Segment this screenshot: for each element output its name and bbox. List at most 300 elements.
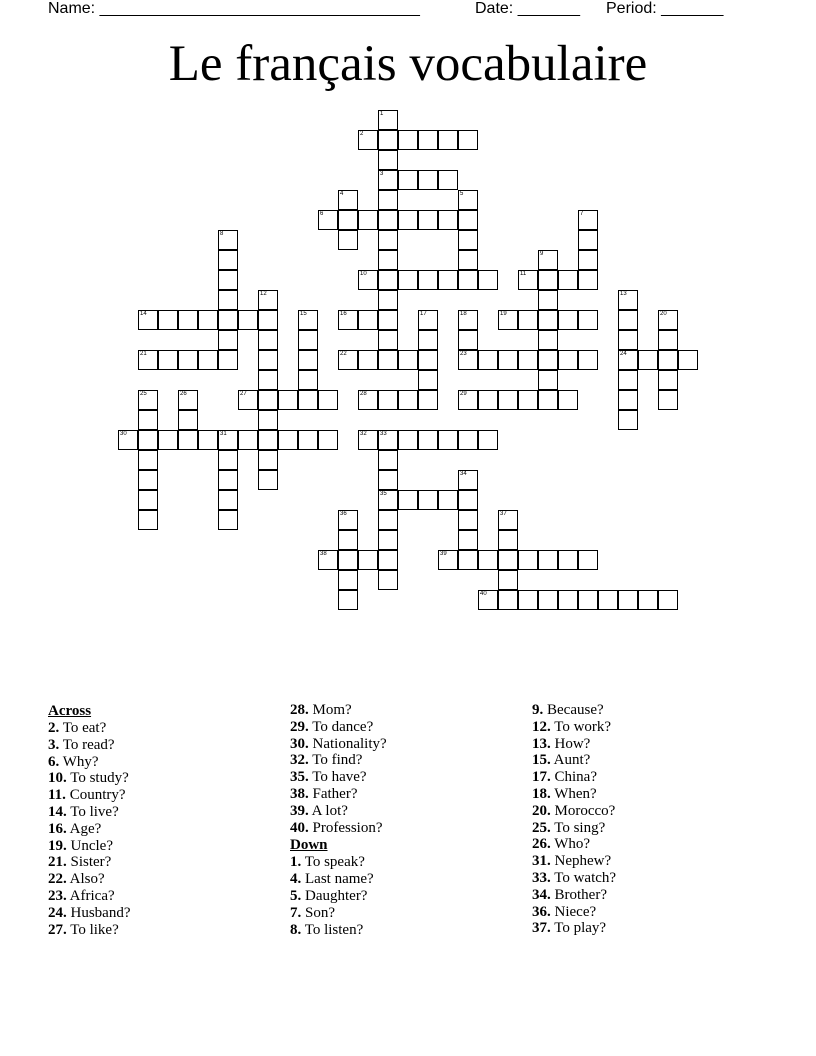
crossword-cell[interactable] xyxy=(438,270,458,290)
cell-number: 26 xyxy=(180,391,187,397)
clue-item xyxy=(290,922,530,939)
clue-number: 14. xyxy=(48,803,67,820)
crossword-cell[interactable] xyxy=(218,490,238,510)
clue-number: 30. xyxy=(290,735,309,752)
crossword-cell[interactable] xyxy=(418,350,438,370)
crossword-cell[interactable] xyxy=(238,430,258,450)
crossword-cell[interactable] xyxy=(538,250,558,270)
clue-number: 36. xyxy=(532,903,551,920)
clue-item xyxy=(48,838,288,855)
crossword-cell[interactable] xyxy=(238,390,258,410)
crossword-cell[interactable] xyxy=(178,390,198,410)
crossword-cell[interactable] xyxy=(398,170,418,190)
crossword-cell[interactable] xyxy=(478,430,498,450)
crossword-cell[interactable] xyxy=(558,270,578,290)
crossword-cell[interactable] xyxy=(258,410,278,430)
crossword-cell[interactable] xyxy=(498,570,518,590)
crossword-cell[interactable] xyxy=(258,390,278,410)
across-clue-list-continued xyxy=(290,702,530,836)
crossword-cell[interactable] xyxy=(378,450,398,470)
crossword-cell[interactable] xyxy=(398,210,418,230)
crossword-cell[interactable] xyxy=(458,490,478,510)
crossword-cell[interactable] xyxy=(458,310,478,330)
crossword-cell[interactable] xyxy=(418,210,438,230)
crossword-cell[interactable] xyxy=(538,310,558,330)
crossword-cell[interactable] xyxy=(138,450,158,470)
crossword-cell[interactable] xyxy=(438,170,458,190)
clue-item xyxy=(532,853,772,870)
crossword-cell[interactable] xyxy=(658,310,678,330)
crossword-cell[interactable] xyxy=(378,430,398,450)
crossword-cell[interactable] xyxy=(338,550,358,570)
crossword-cell[interactable] xyxy=(378,550,398,570)
crossword-cell[interactable] xyxy=(558,550,578,570)
clue-number: 12. xyxy=(532,718,551,735)
crossword-cell[interactable] xyxy=(338,350,358,370)
crossword-cell[interactable] xyxy=(378,190,398,210)
crossword-cell[interactable] xyxy=(458,330,478,350)
crossword-cell[interactable] xyxy=(198,350,218,370)
crossword-cell[interactable] xyxy=(378,290,398,310)
crossword-cell[interactable] xyxy=(618,350,638,370)
clue-item xyxy=(48,888,288,905)
crossword-cell[interactable] xyxy=(358,430,378,450)
crossword-cell[interactable] xyxy=(618,390,638,410)
crossword-cell[interactable] xyxy=(418,130,438,150)
clue-text: Because? xyxy=(543,702,604,718)
crossword-cell[interactable] xyxy=(298,330,318,350)
crossword-cell[interactable] xyxy=(578,210,598,230)
crossword-cell[interactable] xyxy=(218,250,238,270)
crossword-cell[interactable] xyxy=(198,310,218,330)
crossword-cell[interactable] xyxy=(398,130,418,150)
cell-number: 18 xyxy=(460,311,467,317)
clue-number: 19. xyxy=(48,837,67,854)
clue-number: 16. xyxy=(48,820,67,837)
clue-text: To find? xyxy=(308,752,363,769)
crossword-cell[interactable] xyxy=(218,310,238,330)
crossword-cell[interactable] xyxy=(218,270,238,290)
crossword-cell[interactable] xyxy=(458,130,478,150)
cell-number: 8 xyxy=(220,231,224,237)
crossword-cell[interactable] xyxy=(578,550,598,570)
clue-number: 8. xyxy=(290,921,302,938)
crossword-cell[interactable] xyxy=(398,270,418,290)
clue-text: To listen? xyxy=(301,921,364,938)
crossword-cell[interactable] xyxy=(398,350,418,370)
crossword-cell[interactable] xyxy=(418,310,438,330)
crossword-cell[interactable] xyxy=(258,350,278,370)
clue-text: To study? xyxy=(66,770,129,787)
crossword-cell[interactable] xyxy=(378,130,398,150)
clue-item xyxy=(290,803,530,820)
crossword-cell[interactable] xyxy=(218,230,238,250)
crossword-cell[interactable] xyxy=(318,550,338,570)
crossword-cell[interactable] xyxy=(258,290,278,310)
cell-number: 36 xyxy=(340,511,347,517)
crossword-cell[interactable] xyxy=(338,590,358,610)
crossword-cell[interactable] xyxy=(378,470,398,490)
crossword-cell[interactable] xyxy=(458,530,478,550)
crossword-cell[interactable] xyxy=(218,330,238,350)
clue-text: How? xyxy=(550,735,591,752)
crossword-cell[interactable] xyxy=(138,410,158,430)
clue-item xyxy=(48,787,288,804)
clue-item xyxy=(48,770,288,787)
clue-text: Father? xyxy=(308,785,358,802)
clue-number: 9. xyxy=(532,702,544,718)
crossword-cell[interactable] xyxy=(378,570,398,590)
crossword-cell[interactable] xyxy=(478,270,498,290)
clue-text: To eat? xyxy=(59,720,107,736)
clue-text: Morocco? xyxy=(550,802,616,819)
cell-number: 7 xyxy=(580,211,584,217)
crossword-cell[interactable] xyxy=(378,490,398,510)
crossword-cell[interactable] xyxy=(618,410,638,430)
crossword-cell[interactable] xyxy=(118,430,138,450)
crossword-cell[interactable] xyxy=(258,310,278,330)
crossword-cell[interactable] xyxy=(578,310,598,330)
cell-number: 10 xyxy=(360,271,367,277)
clue-item xyxy=(532,702,772,719)
clue-text: China? xyxy=(550,769,597,786)
crossword-cell[interactable] xyxy=(538,390,558,410)
crossword-cell[interactable] xyxy=(538,590,558,610)
crossword-cell[interactable] xyxy=(518,350,538,370)
clue-number: 31. xyxy=(532,853,551,870)
clue-number: 17. xyxy=(532,769,551,786)
clue-text: To play? xyxy=(550,920,607,937)
crossword-cell[interactable] xyxy=(138,510,158,530)
crossword-cell[interactable] xyxy=(418,270,438,290)
crossword-cell[interactable] xyxy=(498,310,518,330)
crossword-cell[interactable] xyxy=(658,590,678,610)
clue-number: 28. xyxy=(290,702,309,718)
crossword-cell[interactable] xyxy=(438,430,458,450)
crossword-cell[interactable] xyxy=(298,370,318,390)
crossword-cell[interactable] xyxy=(378,510,398,530)
crossword-cell[interactable] xyxy=(298,310,318,330)
crossword-cell[interactable] xyxy=(318,430,338,450)
crossword-cell[interactable] xyxy=(318,210,338,230)
cell-number: 11 xyxy=(520,271,527,277)
clue-item xyxy=(532,920,772,937)
cell-number: 12 xyxy=(260,291,267,297)
crossword-cell[interactable] xyxy=(358,350,378,370)
crossword-cell[interactable] xyxy=(278,430,298,450)
crossword-cell[interactable] xyxy=(258,330,278,350)
clue-number: 33. xyxy=(532,869,551,886)
crossword-cell[interactable] xyxy=(218,470,238,490)
crossword-cell[interactable] xyxy=(578,250,598,270)
crossword-cell[interactable] xyxy=(538,550,558,570)
crossword-cell[interactable] xyxy=(138,390,158,410)
crossword-cell[interactable] xyxy=(358,390,378,410)
crossword-cell[interactable] xyxy=(378,230,398,250)
crossword-cell[interactable] xyxy=(618,370,638,390)
crossword-cell[interactable] xyxy=(138,350,158,370)
crossword-cell[interactable] xyxy=(558,350,578,370)
crossword-cell[interactable] xyxy=(518,390,538,410)
crossword-cell[interactable] xyxy=(338,210,358,230)
crossword-cell[interactable] xyxy=(458,430,478,450)
clue-text: Mom? xyxy=(308,702,352,718)
crossword-cell[interactable] xyxy=(338,190,358,210)
cell-number: 20 xyxy=(660,311,667,317)
clue-item xyxy=(532,904,772,921)
crossword-cell[interactable] xyxy=(178,430,198,450)
clue-item xyxy=(290,769,530,786)
crossword-cell[interactable] xyxy=(578,350,598,370)
clue-number: 22. xyxy=(48,871,67,888)
crossword-cell[interactable] xyxy=(378,110,398,130)
clue-text: To speak? xyxy=(301,854,365,871)
crossword-cell[interactable] xyxy=(398,430,418,450)
crossword-cell[interactable] xyxy=(678,350,698,370)
crossword-cell[interactable] xyxy=(658,370,678,390)
cell-number: 34 xyxy=(460,471,467,477)
crossword-cell[interactable] xyxy=(538,330,558,350)
crossword-cell[interactable] xyxy=(538,290,558,310)
crossword-cell[interactable] xyxy=(258,430,278,450)
clue-text: To read? xyxy=(59,736,115,753)
clue-number: 34. xyxy=(532,886,551,903)
crossword-cell[interactable] xyxy=(358,310,378,330)
crossword-cell[interactable] xyxy=(578,230,598,250)
crossword-cell[interactable] xyxy=(458,210,478,230)
period-field[interactable]: Period: _______ xyxy=(606,0,724,17)
down-heading: Down xyxy=(290,837,328,854)
crossword-cell[interactable] xyxy=(338,310,358,330)
crossword-cell[interactable] xyxy=(218,510,238,530)
crossword-cell[interactable] xyxy=(258,450,278,470)
clue-text: Daughter? xyxy=(301,887,368,904)
clue-text: Aunt? xyxy=(550,752,591,769)
crossword-cell[interactable] xyxy=(498,550,518,570)
crossword-cell[interactable] xyxy=(178,350,198,370)
crossword-cell[interactable] xyxy=(158,430,178,450)
crossword-cell[interactable] xyxy=(458,270,478,290)
crossword-cell[interactable] xyxy=(378,250,398,270)
crossword-cell[interactable] xyxy=(138,310,158,330)
crossword-cell[interactable] xyxy=(338,530,358,550)
crossword-cell[interactable] xyxy=(218,350,238,370)
crossword-cell[interactable] xyxy=(478,350,498,370)
clue-number: 13. xyxy=(532,735,551,752)
clue-number: 3. xyxy=(48,736,60,753)
crossword-cell[interactable] xyxy=(458,250,478,270)
crossword-cell[interactable] xyxy=(518,550,538,570)
clue-text: Son? xyxy=(301,904,335,921)
clue-item xyxy=(290,786,530,803)
crossword-cell[interactable] xyxy=(138,470,158,490)
crossword-cell[interactable] xyxy=(498,510,518,530)
crossword-cell[interactable] xyxy=(558,310,578,330)
crossword-cell[interactable] xyxy=(258,470,278,490)
crossword-cell[interactable] xyxy=(358,270,378,290)
crossword-cell[interactable] xyxy=(618,290,638,310)
crossword-cell[interactable] xyxy=(658,350,678,370)
crossword-cell[interactable] xyxy=(318,390,338,410)
crossword-cell[interactable] xyxy=(638,350,658,370)
crossword-cell[interactable] xyxy=(578,270,598,290)
clues-column-3 xyxy=(532,702,772,937)
cell-number: 39 xyxy=(440,551,447,557)
crossword-cell[interactable] xyxy=(458,230,478,250)
crossword-cell[interactable] xyxy=(618,590,638,610)
crossword-cell[interactable] xyxy=(378,350,398,370)
clue-item xyxy=(532,769,772,786)
crossword-cell[interactable] xyxy=(398,390,418,410)
crossword-cell[interactable] xyxy=(658,390,678,410)
crossword-cell[interactable] xyxy=(418,490,438,510)
cell-number: 23 xyxy=(460,351,467,357)
clue-number: 26. xyxy=(532,836,551,853)
crossword-cell[interactable] xyxy=(498,530,518,550)
clue-number: 25. xyxy=(532,819,551,836)
crossword-cell[interactable] xyxy=(598,590,618,610)
crossword-cell[interactable] xyxy=(218,290,238,310)
clue-number: 2. xyxy=(48,720,60,736)
crossword-cell[interactable] xyxy=(558,590,578,610)
crossword-cell[interactable] xyxy=(458,550,478,570)
crossword-cell[interactable] xyxy=(378,330,398,350)
clue-item xyxy=(48,871,288,888)
crossword-cell[interactable] xyxy=(438,210,458,230)
crossword-cell[interactable] xyxy=(658,330,678,350)
crossword-cell[interactable] xyxy=(438,550,458,570)
crossword-cell[interactable] xyxy=(618,330,638,350)
cell-number: 29 xyxy=(460,391,467,397)
clue-text: To live? xyxy=(66,803,119,820)
clue-number: 1. xyxy=(290,854,302,871)
crossword-cell[interactable] xyxy=(538,370,558,390)
crossword-cell[interactable] xyxy=(378,530,398,550)
crossword-cell[interactable] xyxy=(458,510,478,530)
clue-text: To work? xyxy=(550,718,612,735)
clue-item xyxy=(48,804,288,821)
crossword-cell[interactable] xyxy=(378,210,398,230)
cell-number: 24 xyxy=(620,351,627,357)
clues-column-2 xyxy=(290,702,530,938)
clue-text: Profession? xyxy=(308,819,383,836)
crossword-cell[interactable] xyxy=(338,510,358,530)
crossword-cell[interactable] xyxy=(358,550,378,570)
clue-item xyxy=(48,922,288,939)
clue-number: 11. xyxy=(48,787,66,804)
crossword-cell[interactable] xyxy=(298,350,318,370)
clue-item xyxy=(290,905,530,922)
crossword-cell[interactable] xyxy=(378,310,398,330)
crossword-cell[interactable] xyxy=(618,310,638,330)
crossword-cell[interactable] xyxy=(398,490,418,510)
clue-number: 23. xyxy=(48,887,67,904)
clue-item xyxy=(532,820,772,837)
crossword-cell[interactable] xyxy=(558,390,578,410)
crossword-cell[interactable] xyxy=(518,270,538,290)
crossword-cell[interactable] xyxy=(538,270,558,290)
crossword-cell[interactable] xyxy=(338,570,358,590)
crossword-cell[interactable] xyxy=(198,430,218,450)
crossword-cell[interactable] xyxy=(438,490,458,510)
crossword-cell[interactable] xyxy=(378,390,398,410)
crossword-cell[interactable] xyxy=(538,350,558,370)
crossword-cell[interactable] xyxy=(218,430,238,450)
crossword-cell[interactable] xyxy=(158,310,178,330)
clue-text: Africa? xyxy=(66,887,115,904)
crossword-cell[interactable] xyxy=(418,390,438,410)
crossword-cell[interactable] xyxy=(138,430,158,450)
clue-number: 35. xyxy=(290,769,309,786)
crossword-cell[interactable] xyxy=(498,390,518,410)
clue-item xyxy=(290,752,530,769)
crossword-cell[interactable] xyxy=(458,350,478,370)
crossword-cell[interactable] xyxy=(578,590,598,610)
crossword-cell[interactable] xyxy=(138,490,158,510)
crossword-cell[interactable] xyxy=(218,450,238,470)
crossword-cell[interactable] xyxy=(498,350,518,370)
crossword-cell[interactable] xyxy=(358,130,378,150)
crossword-cell[interactable] xyxy=(178,310,198,330)
cell-number: 22 xyxy=(340,351,347,357)
crossword-cell[interactable] xyxy=(518,590,538,610)
crossword-cell[interactable] xyxy=(378,170,398,190)
crossword-cell[interactable] xyxy=(638,590,658,610)
crossword-cell[interactable] xyxy=(178,410,198,430)
crossword-cell[interactable] xyxy=(478,550,498,570)
crossword-cell[interactable] xyxy=(478,590,498,610)
clue-item xyxy=(48,905,288,922)
crossword-cell[interactable] xyxy=(258,370,278,390)
name-field[interactable]: Name: ____________________________________ xyxy=(48,0,420,17)
crossword-cell[interactable] xyxy=(158,350,178,370)
crossword-cell[interactable] xyxy=(458,470,478,490)
crossword-cell[interactable] xyxy=(418,430,438,450)
crossword-cell[interactable] xyxy=(358,210,378,230)
crossword-cell[interactable] xyxy=(418,370,438,390)
crossword-cell[interactable] xyxy=(338,230,358,250)
crossword-cell[interactable] xyxy=(378,150,398,170)
crossword-cell[interactable] xyxy=(418,170,438,190)
crossword-cell[interactable] xyxy=(458,190,478,210)
worksheet-title: Le français vocabulaire xyxy=(168,36,648,92)
crossword-cell[interactable] xyxy=(458,390,478,410)
crossword-cell[interactable] xyxy=(238,310,258,330)
crossword-cell[interactable] xyxy=(298,430,318,450)
across-clue-list xyxy=(48,720,288,938)
clue-text: Uncle? xyxy=(66,837,113,854)
cell-number: 15 xyxy=(300,311,307,317)
cell-number: 33 xyxy=(380,431,387,437)
cell-number: 30 xyxy=(120,431,127,437)
crossword-cell[interactable] xyxy=(378,270,398,290)
cell-number: 4 xyxy=(340,191,344,197)
date-field[interactable]: Date: _______ xyxy=(475,0,580,17)
crossword-cell[interactable] xyxy=(498,590,518,610)
clue-text: Brother? xyxy=(550,886,607,903)
clue-number: 37. xyxy=(532,920,551,937)
cell-number: 32 xyxy=(360,431,367,437)
crossword-cell[interactable] xyxy=(438,130,458,150)
crossword-cell[interactable] xyxy=(418,330,438,350)
clue-number: 20. xyxy=(532,802,551,819)
crossword-cell[interactable] xyxy=(478,390,498,410)
crossword-cell[interactable] xyxy=(518,310,538,330)
crossword-cell[interactable] xyxy=(298,390,318,410)
crossword-cell[interactable] xyxy=(278,390,298,410)
clue-text: To watch? xyxy=(550,869,617,886)
down-clue-list xyxy=(290,854,530,938)
